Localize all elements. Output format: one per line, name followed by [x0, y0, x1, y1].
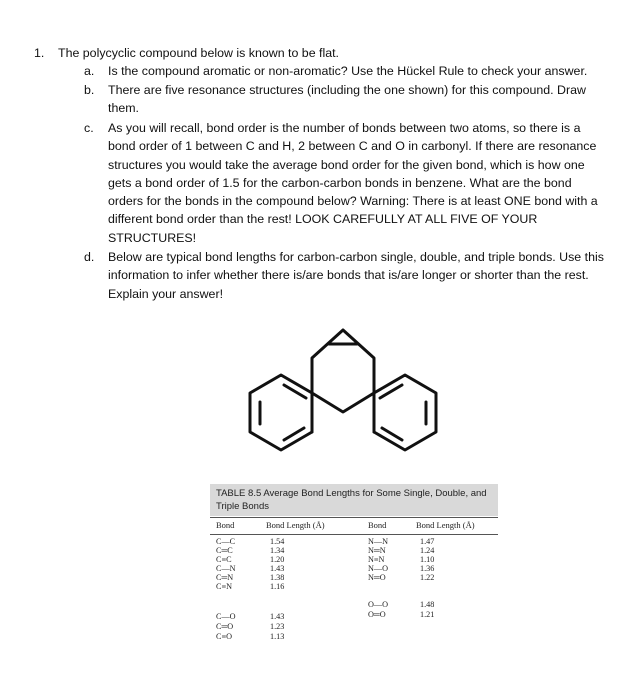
part-letter: c. — [84, 121, 94, 135]
table-row-length: 1.22 — [420, 573, 435, 582]
table-row-length: 1.20 — [270, 555, 285, 564]
table-row-bond: N═O — [368, 573, 386, 582]
table-row-length: 1.43 — [270, 564, 285, 573]
table-row-length: 1.21 — [420, 610, 435, 619]
table-row-bond: C≡N — [216, 582, 232, 591]
question-number: 1. — [34, 46, 45, 60]
table-row-bond: C—O — [216, 612, 236, 621]
table-row-length: 1.54 — [270, 537, 285, 546]
table-row-bond: C—C — [216, 537, 236, 546]
part-text: As you will recall, bond order is the number of bonds between two atoms, so there is a bond order of 1 between C and H, 2 between C and O in carbonyl. If there are resonance structures you would take the average bond order for the given bond, which is how one gets a bond order of 1.5 for the carbon-carbon bonds in benzene. What are the bond orders for the bonds in the compound below? Warning: There is at least ONE bond with a different bond order than the rest! LOOK CAREFULLY AT ALL FIVE OF YOUR STRUCTURES! — [108, 121, 598, 245]
table-row-bond: O═O — [368, 610, 386, 619]
table-row-bond: C≡O — [216, 632, 232, 641]
table-row-length: 1.16 — [270, 582, 285, 591]
header-length-2: Bond Length (Å) — [416, 520, 475, 530]
table-row-bond: C═N — [216, 573, 234, 582]
part-text: There are five resonance structures (including the one shown) for this compound. Draw them. — [108, 83, 586, 116]
table-row-length: 1.47 — [420, 537, 435, 546]
table-header — [210, 517, 498, 535]
table-row-bond: C═O — [216, 622, 234, 631]
table-row-length: 1.38 — [270, 573, 285, 582]
table-row-length: 1.24 — [420, 546, 435, 555]
table-row-length: 1.23 — [270, 622, 285, 631]
table-row-bond: N—N — [368, 537, 389, 546]
header-length-1: Bond Length (Å) — [266, 520, 325, 530]
table-row-bond: C≡C — [216, 555, 232, 564]
table-row-length: 1.36 — [420, 564, 435, 573]
header-bond-1: Bond — [216, 520, 235, 530]
part-text: Below are typical bond lengths for carbon-carbon single, double, and triple bonds. Use this information to infer whether there is/are bonds that is/are longer or shorter than the rest. Explain your answer! — [108, 250, 604, 301]
table-row-bond: O—O — [368, 600, 389, 609]
table-caption-band — [210, 484, 498, 516]
part-letter: d. — [84, 250, 95, 264]
table-row-length: 1.43 — [270, 612, 285, 621]
table-row-length: 1.13 — [270, 632, 285, 641]
table-row-bond: N—O — [368, 564, 389, 573]
table-row-length: 1.48 — [420, 600, 435, 609]
part-letter: b. — [84, 83, 95, 97]
table-row-bond: N≡N — [368, 555, 385, 564]
question-text: The polycyclic compound below is known to be flat. — [58, 46, 339, 60]
table-row-bond: C═C — [216, 546, 233, 555]
table-row-length: 1.34 — [270, 546, 285, 555]
table-row-length: 1.10 — [420, 555, 435, 564]
top-ring — [312, 330, 374, 412]
bond-length-table — [210, 484, 498, 670]
header-bond-2: Bond — [368, 520, 387, 530]
table-caption: TABLE 8.5 Average Bond Lengths for Some Single, Double, and Triple Bonds — [216, 488, 487, 512]
part-text: Is the compound aromatic or non-aromatic? Use the Hückel Rule to check your answer. — [108, 64, 588, 78]
table-row-bond: N═N — [368, 546, 386, 555]
table-row-bond: C—N — [216, 564, 236, 573]
phenanthrene-structure — [226, 318, 476, 468]
part-letter: a. — [84, 64, 95, 78]
